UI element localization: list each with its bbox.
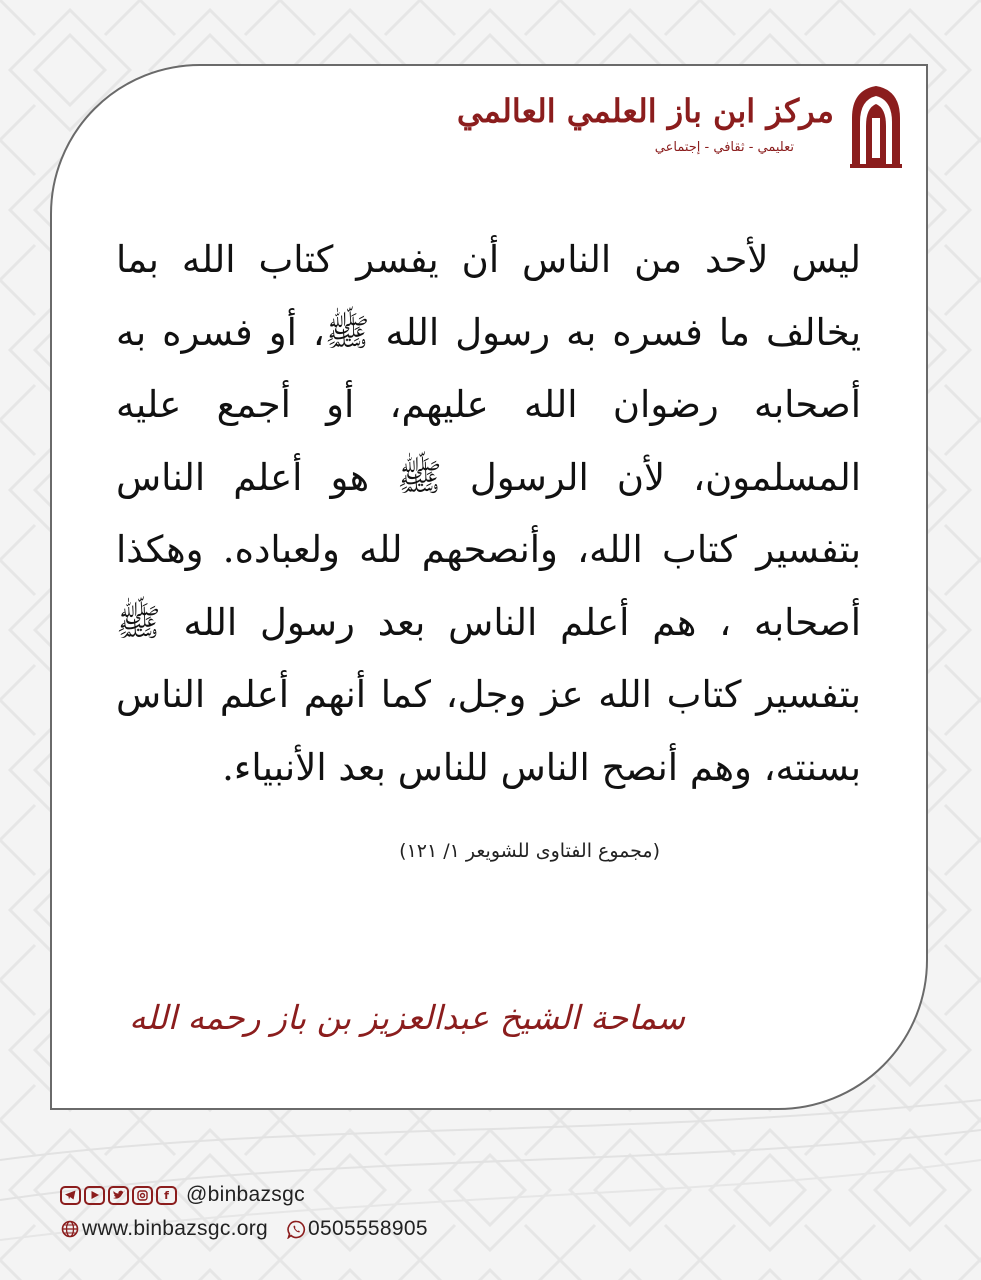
telegram-icon[interactable]	[60, 1186, 81, 1205]
website-link[interactable]: www.binbazsgc.org	[82, 1217, 269, 1240]
social-handle[interactable]: @binbazsgc	[186, 1183, 305, 1206]
phone-group	[286, 1217, 428, 1241]
logo-title: مركز ابن باز العلمي العالمي	[456, 92, 834, 130]
social-row	[60, 1180, 428, 1210]
twitter-icon[interactable]	[108, 1186, 129, 1205]
source-citation: (مجموع الفتاوى للشويعر ١/ ١٢١)	[399, 840, 660, 862]
logo-subtitle: تعليمي - ثقافي - إجتماعي	[654, 140, 794, 155]
youtube-icon[interactable]	[84, 1186, 105, 1205]
facebook-icon[interactable]: f	[156, 1186, 177, 1205]
signature: سماحة الشيخ عبدالعزيز بن باز رحمه الله	[129, 998, 685, 1037]
globe-icon	[60, 1219, 80, 1239]
mosque-arch-icon	[848, 84, 904, 168]
quote-text: ليس لأحد من الناس أن يفسر كتاب الله بما يخالف ما فسره به رسول الله ﷺ، أو فسره به أصحابه رضوان الله عليهم، أو أجمع عليه المسلمون، لأن الرسول ﷺ هو أعلم الناس بتفسير كتاب الله، وأنصحهم لله ولعباده. وهكذا أصحابه ، هم أعلم الناس بعد رسول الله ﷺ بتفسير كتاب الله عز وجل، كما أنهم أعلم الناس بسنته، وهم أنصح الناس للناس بعد الأنبياء.	[116, 238, 861, 789]
instagram-icon[interactable]	[132, 1186, 153, 1205]
phone-number[interactable]: 0505558905	[308, 1217, 428, 1240]
contact-row	[60, 1214, 428, 1244]
footer	[60, 1180, 428, 1244]
whatsapp-icon	[286, 1219, 306, 1239]
center-logo	[456, 84, 904, 174]
